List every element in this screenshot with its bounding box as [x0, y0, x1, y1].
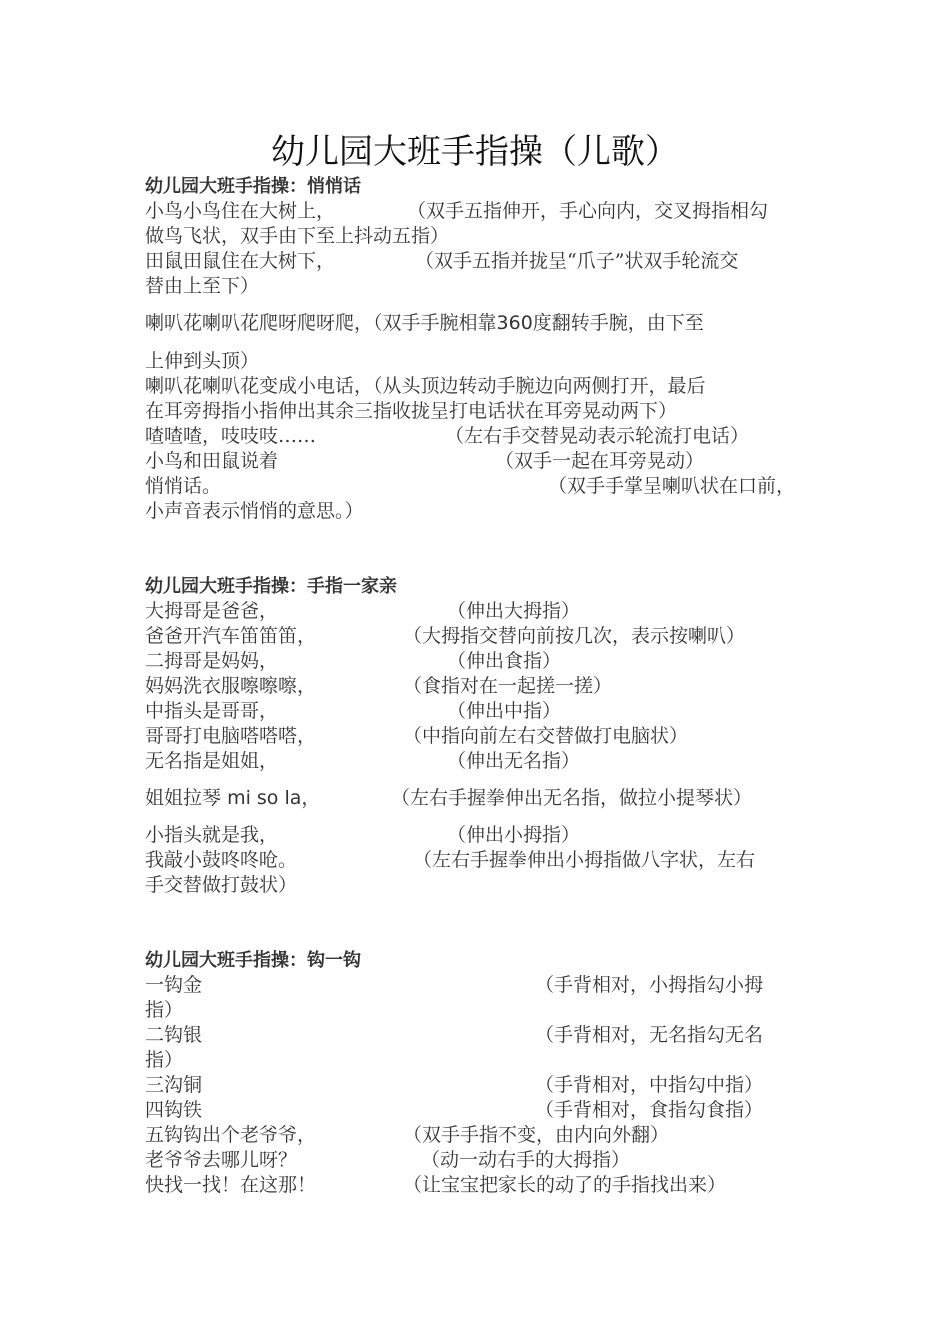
verse-line: 一钩金 （手背相对，小拇指勾小拇: [145, 974, 764, 996]
verse-line: 大拇哥是爸爸， （伸出大拇指）: [145, 600, 581, 622]
verse-line: 手交替做打鼓状）: [145, 874, 298, 896]
verse-line: 指）: [145, 1049, 184, 1071]
verse-line: 二拇哥是妈妈， （伸出食指）: [145, 650, 562, 672]
section-heading-2: 幼儿园大班手指操：手指一家亲: [145, 576, 397, 597]
verse-line: 妈妈洗衣服嚓嚓嚓， （食指对在一起搓一搓）: [145, 675, 613, 697]
page-title: 幼儿园大班手指操（儿歌）: [271, 132, 679, 172]
verse-line: 田鼠田鼠住在大树下， （双手五指并拢呈“爪子”状双手轮流交: [145, 250, 739, 272]
verse-line: 我敲小鼓咚咚呛。 （左右手握拳伸出小拇指做八字状，左右: [145, 849, 756, 871]
verse-line: 中指头是哥哥， （伸出中指）: [145, 700, 562, 722]
verse-line: 喇叭花喇叭花爬呀爬呀爬，（双手手腕相靠360度翻转手腕，由下至: [145, 312, 704, 334]
verse-line: 三沟铜 （手背相对，中指勾中指）: [145, 1074, 764, 1096]
verse-line: 小鸟小鸟住在大树上， （双手五指伸开，手心向内，交叉拇指相勾: [145, 200, 769, 222]
verse-line: 五钩钩出个老爷爷， （双手手指不变，由内向外翻）: [145, 1124, 670, 1146]
verse-line: 悄悄话。 （双手手掌呈喇叭状在口前，: [145, 475, 796, 497]
verse-line: 快找一找！在这那！ （让宝宝把家长的动了的手指找出来）: [145, 1174, 727, 1196]
verse-line: 在耳旁拇指小指伸出其余三指收拢呈打电话状在耳旁晃动两下）: [145, 400, 678, 422]
verse-line: 做鸟飞状，双手由下至上抖动五指）: [145, 225, 450, 247]
verse-line: 上伸到头顶）: [145, 350, 260, 372]
verse-line: 小指头就是我， （伸出小拇指）: [145, 824, 581, 846]
verse-line: 无名指是姐姐， （伸出无名指）: [145, 750, 581, 772]
verse-line: 哥哥打电脑嗒嗒嗒， （中指向前左右交替做打电脑状）: [145, 725, 689, 747]
verse-line: 二钩银 （手背相对，无名指勾无名: [145, 1024, 764, 1046]
verse-line: 四钩铁 （手背相对，食指勾食指）: [145, 1099, 764, 1121]
verse-line: 替由上至下）: [145, 275, 260, 297]
verse-line: 指）: [145, 999, 184, 1021]
verse-line: 小声音表示悄悄的意思。）: [145, 500, 364, 522]
verse-line: 爸爸开汽车笛笛笛， （大拇指交替向前按几次，表示按喇叭）: [145, 625, 746, 647]
verse-line: 老爷爷去哪儿呀？ （动一动右手的大拇指）: [145, 1149, 631, 1171]
verse-line: 喇叭花喇叭花变成小电话，（从头顶边转动手腕边向两侧打开，最后: [145, 375, 706, 397]
verse-line: 喳喳喳，吱吱吱…… （左右手交替晃动表示轮流打电话）: [145, 425, 750, 447]
section-heading-3: 幼儿园大班手指操：钩一钩: [145, 950, 361, 971]
verse-line: 小鸟和田鼠说着 （双手一起在耳旁晃动）: [145, 450, 705, 472]
verse-line: 姐姐拉琴 mi so la， （左右手握拳伸出无名指，做拉小提琴状）: [145, 787, 753, 809]
section-heading-1: 幼儿园大班手指操：悄悄话: [145, 176, 361, 197]
